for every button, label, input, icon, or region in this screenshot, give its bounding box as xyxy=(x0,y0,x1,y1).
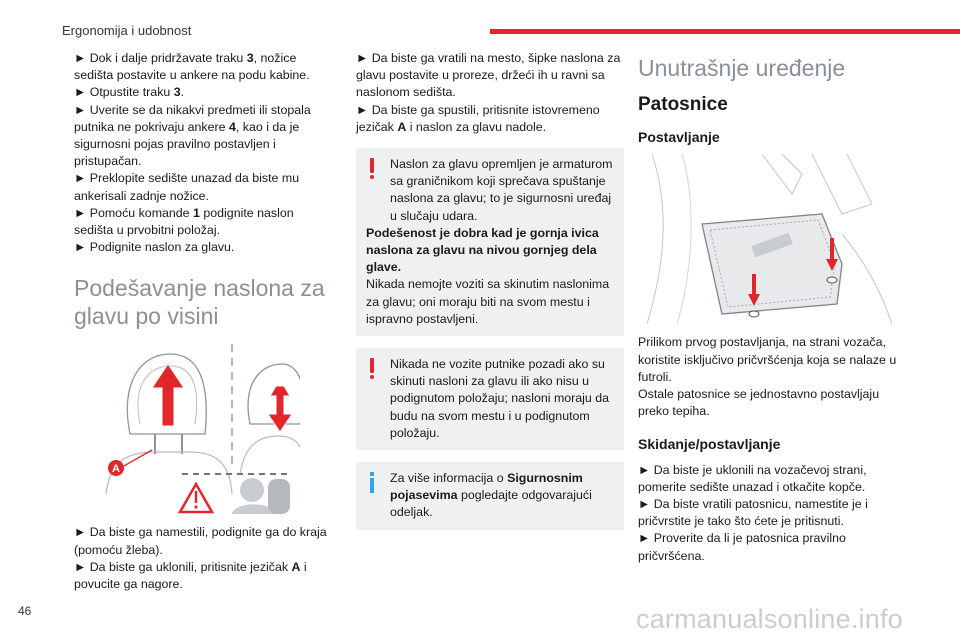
instruction-step: ► Da biste ga namestili, podignite ga do kraja (pomoću žleba). xyxy=(74,525,327,557)
warning-text-2: Nikada nemojte voziti sa skinutim naslonima za glavu; oni moraju biti na svom mestu i ispravno postavljeni. xyxy=(366,277,610,326)
column-3 xyxy=(638,50,900,565)
instruction-step: ► Podignite naslon za glavu. xyxy=(74,240,235,255)
instruction-step: ► Dok i dalje pridržavate traku 3, nožice sedišta postavite u ankere na podu kabine. xyxy=(74,51,310,83)
watermark: carmanualsonline.info xyxy=(636,604,903,634)
header-accent-bar xyxy=(490,29,960,34)
page-number: 46 xyxy=(18,604,32,618)
instruction-step: ► Otpustite traku 3. xyxy=(74,85,185,100)
instruction-step: ► Da biste ga vratili na mesto, šipke naslona za glavu postavite u proreze, držeći ih u ravni sa naslonom sedišta. xyxy=(356,51,621,100)
warning-box xyxy=(356,148,624,336)
tab-a-label: A xyxy=(112,463,120,476)
instruction-list xyxy=(356,50,624,136)
instruction-step: ► Preklopite sedište unazad da biste mu ankerisali zadnje nožice. xyxy=(74,171,300,203)
heading-installation: Postavljanje xyxy=(638,129,720,146)
warning-text: Nikada ne vozite putnike pozadi ako su skinuti nasloni za glavu ili ako nisu u podignutom položaju; nasloni moraju da budu na svom mestu i u podignutom položaju. xyxy=(390,357,610,440)
instruction-step: ► Da biste ga uklonili, pritisnite jezičak A i povucite ga nagore. xyxy=(74,559,307,592)
instruction-step: ► Da biste ga spustili, pritisnite istovremeno jezičak A i naslon za glavu nadole. xyxy=(356,102,600,134)
instruction-step: ► Pomoću komande 1 podignite naslon sedišta u prvobitni položaj. xyxy=(74,205,294,238)
warning-icon xyxy=(368,158,376,180)
instruction-step: ► Uverite se da nikakvi predmeti ili stopala putnika ne pokrivaju ankere 4, kao i da je sigurnosni pojas pravilno postavljen i pristupačan. xyxy=(74,102,311,169)
warning-box-2 xyxy=(356,348,624,450)
info-icon xyxy=(368,472,376,494)
warning-bold-text: Podešenost je dobra kad je gornja ivica naslona za glavu na nivou gornjeg dela glave. xyxy=(366,225,599,275)
instruction-list-3 xyxy=(638,462,900,565)
column-2 xyxy=(356,50,624,530)
info-box xyxy=(356,462,624,530)
info-text: Za više informacija o Sigurnosnim pojasevima pogledajte odgovarajući odeljak. xyxy=(390,471,592,520)
page-header-title: Ergonomija i udobnost xyxy=(62,23,192,38)
section-title-headrest: Podešavanje naslona za glavu po visini xyxy=(74,275,325,330)
instruction-list xyxy=(74,50,334,256)
install-text: Prilikom prvog postavljanja, na strani vozača, koristite isključivo pričvršćenja koja se nalaze u futroli. Ostale patosnice se jednostavno postavljaju preko tepiha. xyxy=(638,335,897,419)
column-1 xyxy=(74,50,334,593)
instruction-step: ► Da biste je uklonili na vozačevoj strani, pomerite sedište unazad i otkačite kopče. xyxy=(638,462,867,494)
heading-removal: Skidanje/postavljanje xyxy=(638,436,781,453)
warning-icon xyxy=(368,358,376,380)
instruction-step: ► Proverite da li je patosnica pravilno pričvršćena. xyxy=(638,531,846,563)
warning-text: Naslon za glavu opremljen je armaturom sa graničnikom koji sprečava spuštanje naslona za glavu; to je sigurnosni uređaj u slučaju udara. xyxy=(390,157,613,223)
instruction-step: ► Da biste vratili patosnicu, namestite je i pričvrstite je tako što ćete je pritisnuti. xyxy=(638,497,868,529)
headrest-figure xyxy=(100,344,300,514)
heading-floor-mats: Patosnice xyxy=(638,94,728,115)
section-title-interior: Unutrašnje uređenje xyxy=(638,55,846,81)
floor-mat-figure xyxy=(642,154,892,324)
instruction-list-2 xyxy=(74,524,334,593)
